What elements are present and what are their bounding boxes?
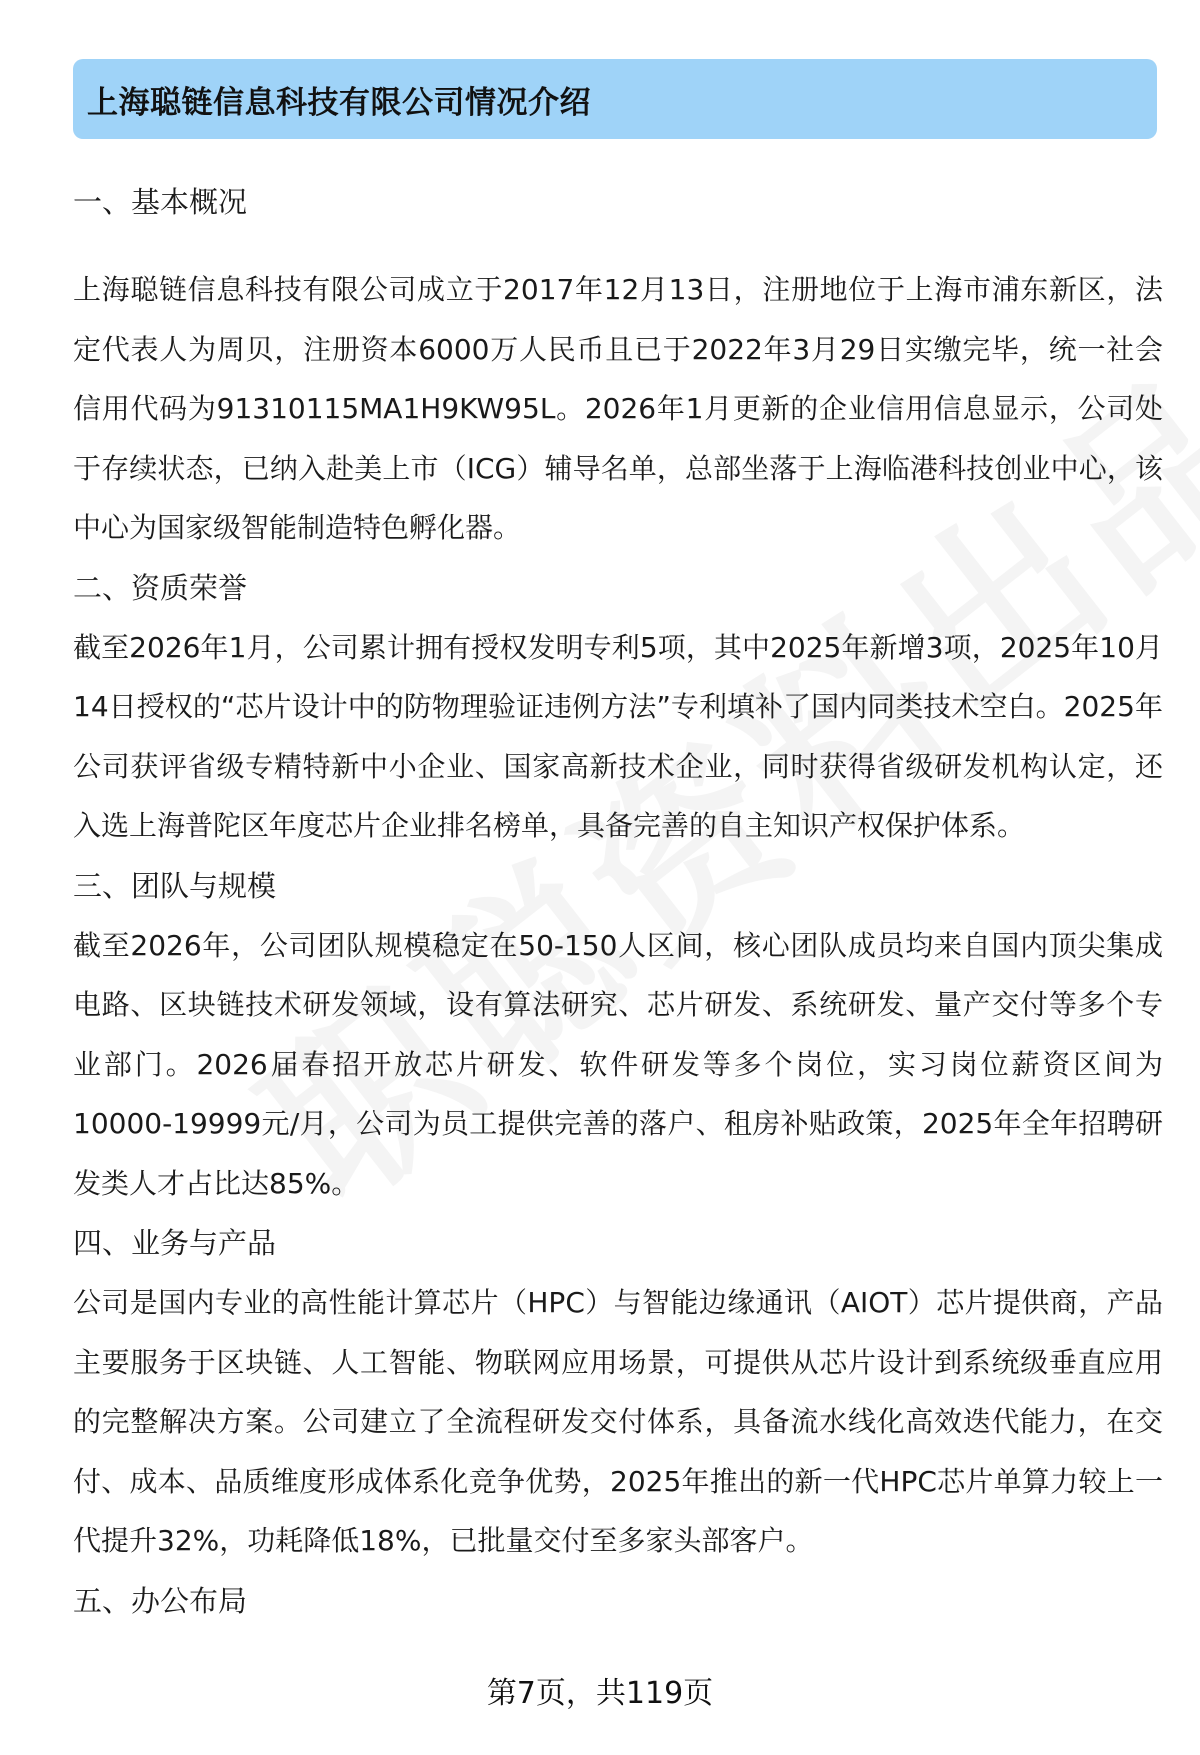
section-heading-team: 三、团队与规模 [73,868,277,903]
document-body [73,172,1163,1631]
section-body-team: 截至2026年，公司团队规模稳定在50-150人区间，核心团队成员均来自国内顶尖集成电路、区块链技术研发领域，设有算法研究、芯片研发、系统研发、量产交付等多个专业部门。2026届春招开放芯片研发、软件研发等多个岗位，实习岗位薪资区间为10000-19999元/月，公司为员工提供完善的落户、租房补贴政策，2025年全年招聘研发类人才占比达85%。 [73,928,1163,1200]
section-heading-business: 四、业务与产品 [73,1226,277,1260]
section-heading-office: 五、办公布局 [73,1583,248,1618]
title-banner [73,59,1157,139]
section-body-honors: 截至2026年1月，公司累计拥有授权发明专利5项，其中2025年新增3项，2025年10月14日授权的“芯片设计中的防物理验证违例方法”专利填补了国内同类技术空白。2025年公司获评省级专精特新中小企业、国家高新技术企业，同时获得省级研发机构认定，还入选上海普陀区年度芯片企业排名榜单，具备完善的自主知识产权保护体系。 [73,630,1163,842]
section-body-overview: 上海聪链信息科技有限公司成立于2017年12月13日，注册地位于上海市浦东新区，法定代表人为周贝，注册资本6000万人民币且已于2022年3月29日实缴完毕，统一社会信用代码为91310115MA1H9KW95L。2026年1月更新的企业信用信息显示，公司处于存续状态，已纳入赴美上市（ICG）辅导名单，总部坐落于上海临港科技创业中心，该中心为国家级智能制造特色孵化器。 [73,273,1163,544]
section-heading-honors: 二、资质荣誉 [73,570,248,605]
page-number: 第7页，共119页 [486,1676,714,1711]
section-heading-overview: 一、基本概况 [73,185,248,219]
document-title: 上海聪链信息科技有限公司情况介绍 [87,84,591,121]
section-body-business: 公司是国内专业的高性能计算芯片（HPC）与智能边缘通讯（AIOT）芯片提供商，产品主要服务于区块链、人工智能、物联网应用场景，可提供从芯片设计到系统级垂直应用的完整解决方案。公司建立了全流程研发交付体系，具备流水线化高效迭代能力，在交付、成本、品质维度形成体系化竞争优势，2025年推出的新一代HPC芯片单算力较上一代提升32%，功耗降低18%，已批量交付至多家头部客户。 [73,1286,1163,1557]
